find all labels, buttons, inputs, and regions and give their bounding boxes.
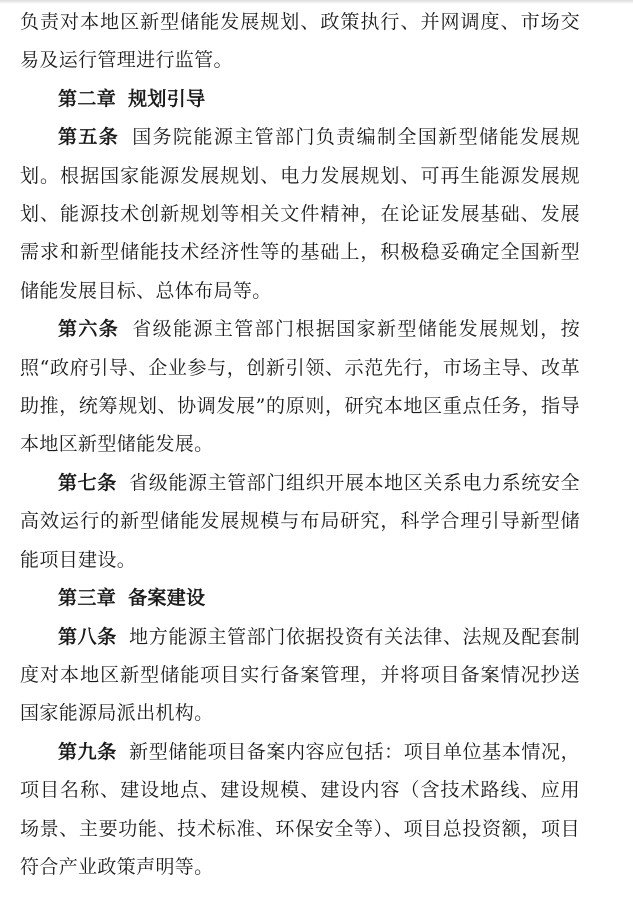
- chapter-heading-3: [20, 579, 580, 617]
- document-page: [20, 3, 580, 886]
- article-text: 省级能源主管部门根据国家新型储能发展规划，按照“政府引导、企业参与，创新引领、示范先行，市场主导、改革助推，统筹规划、协调发展”的原则，研究本地区重点任务，指导本地区新型储能发展。: [20, 318, 580, 456]
- chapter-number: 第三章: [58, 587, 117, 610]
- chapter-heading-2: [20, 80, 580, 118]
- article-text: 新型储能项目备案内容应包括：项目单位基本情况，项目名称、建设地点、建设规模、建设内容（含技术路线、应用场景、主要功能、技术标准、环保安全等）、项目总投资额，项目符合产业政策声明等。: [20, 740, 580, 878]
- article-text: 国务院能源主管部门负责编制全国新型储能发展规划。根据国家能源发展规划、电力发展规划、可再生能源发展规划、能源技术创新规划等相关文件精神，在论证发展基础、发展需求和新型储能技术经济性等的基础上，积极稳妥确定全国新型储能发展目标、总体布局等。: [20, 126, 580, 302]
- article-8: [20, 618, 580, 733]
- article-5: [20, 118, 580, 310]
- chapter-number: 第二章: [58, 87, 117, 110]
- article-label: 第七条: [58, 471, 117, 494]
- article-9: [20, 733, 580, 887]
- article-7: [20, 464, 580, 579]
- article-label: 第八条: [58, 625, 117, 648]
- article-label: 第六条: [58, 318, 120, 341]
- article-label: 第九条: [58, 740, 117, 763]
- chapter-title: 规划引导: [128, 87, 206, 110]
- article-text: 省级能源主管部门组织开展本地区关系电力系统安全高效运行的新型储能发展规模与布局研究，科学合理引导新型储能项目建设。: [20, 471, 580, 571]
- article-6: [20, 310, 580, 464]
- lead-paragraph: 负责对本地区新型储能发展规划、政策执行、并网调度、市场交易及运行管理进行监管。: [20, 11, 580, 72]
- article-label: 第五条: [58, 126, 120, 149]
- article-text: 地方能源主管部门依据投资有关法律、法规及配套制度对本地区新型储能项目实行备案管理，并将项目备案情况抄送国家能源局派出机构。: [20, 625, 580, 725]
- chapter-title: 备案建设: [128, 587, 206, 610]
